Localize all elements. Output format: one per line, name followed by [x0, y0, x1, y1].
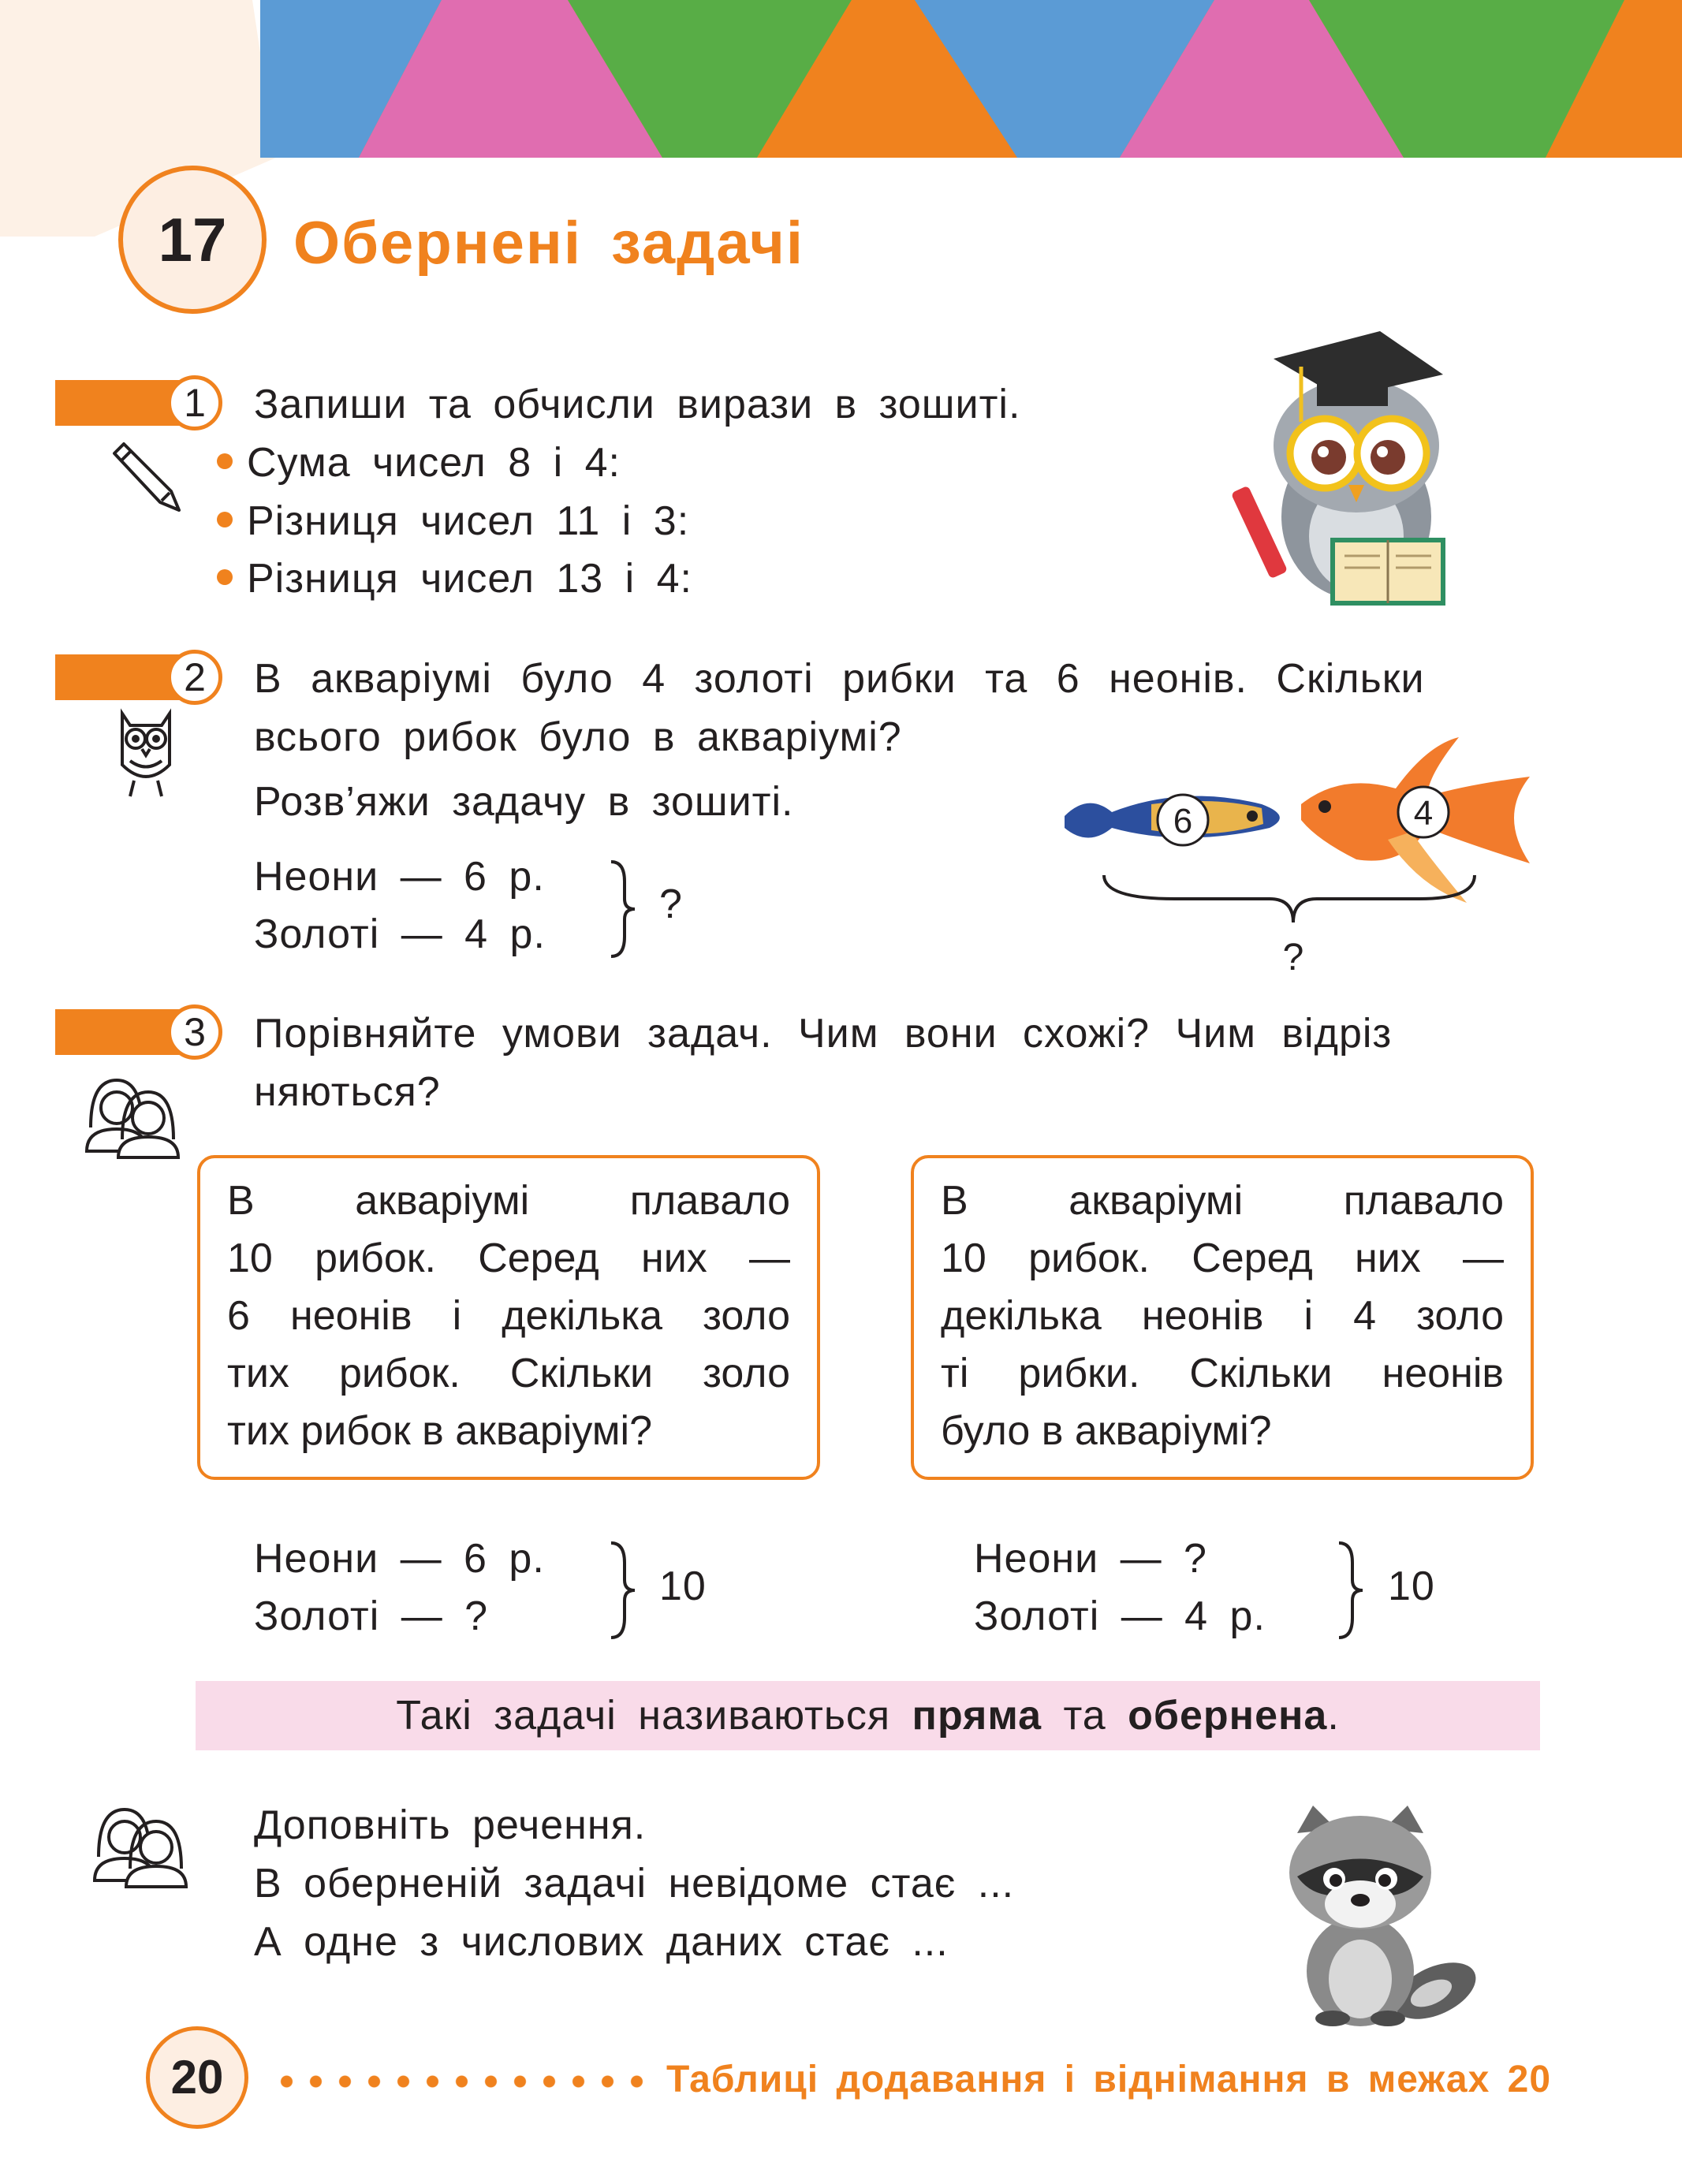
- page-number: 20: [170, 2051, 224, 2104]
- task3-short-right-result: 10: [1388, 1563, 1435, 1609]
- owl-icon: [110, 706, 181, 800]
- task3-short-left-row2: Золоті — ?: [254, 1593, 489, 1639]
- task3-short-right-row2: Золоті — 4 р.: [974, 1593, 1266, 1639]
- pair-work-icon: [79, 1072, 181, 1159]
- rule-banner: [196, 1681, 1540, 1750]
- box-left-line: тих рибок в акваріумі?: [227, 1408, 652, 1454]
- box-right-line: було в акваріумі?: [941, 1408, 1272, 1454]
- bullet: [217, 512, 233, 527]
- bullet: [217, 569, 233, 585]
- bullet: [217, 453, 233, 469]
- task3-line1: Порівняйте умови задач. Чим вони схожі? Чим відріз: [254, 1011, 1393, 1057]
- task2-number: 2: [167, 650, 222, 705]
- task2-short-result: ?: [659, 881, 683, 927]
- task3-short-left-result: 10: [659, 1563, 707, 1609]
- box-left-line: 10 рибок. Серед них —: [227, 1235, 790, 1281]
- task1-item-3: Різниця чисел 13 і 4:: [217, 550, 692, 608]
- brace-icon: [1335, 1539, 1367, 1642]
- fish-label-gold: 4: [1413, 794, 1434, 833]
- owl-mascot-icon: [1230, 327, 1467, 611]
- footer-section-title: Таблиці додавання і віднімання в межах 20: [666, 2059, 1552, 2100]
- box-right-line: ті рибки. Скільки неонів: [941, 1351, 1504, 1396]
- rule-middle: та: [1042, 1693, 1128, 1739]
- brace-icon: [607, 858, 639, 960]
- task1-instruction: Запиши та обчисли вирази в зошиті.: [254, 382, 1021, 427]
- rule-bold-direct: пряма: [912, 1693, 1042, 1739]
- footer-dots: [272, 2075, 651, 2088]
- rule-bold-inverse: обернена: [1128, 1693, 1328, 1739]
- task3-number: 3: [167, 1004, 222, 1060]
- task2-line3: Розв’яжи задачу в зошиті.: [254, 779, 794, 825]
- box-left-line: тих рибок. Скільки золо: [227, 1351, 790, 1396]
- task3-line2: няються?: [254, 1069, 441, 1115]
- task3-box-right: [911, 1155, 1534, 1480]
- raccoon-icon: [1277, 1802, 1490, 2026]
- fish-icon: [1057, 729, 1546, 982]
- pair-work-icon: [87, 1802, 189, 1888]
- task4-line2: В оберненій задачі невідоме стає ...: [254, 1861, 1015, 1906]
- page-number-badge: [146, 2026, 248, 2129]
- task3-box-left: [197, 1155, 820, 1480]
- task3-short-right-row1: Неони — ?: [974, 1536, 1207, 1582]
- task4-line3: А одне з числових даних стає ...: [254, 1919, 949, 1965]
- rule-prefix: Такі задачі називаються: [396, 1693, 912, 1739]
- lesson-number: 17: [158, 205, 227, 274]
- rule-suffix: .: [1327, 1693, 1340, 1739]
- fish-label-neon: 6: [1173, 802, 1193, 840]
- task1-item-2: Різниця чисел 11 і 3:: [217, 492, 689, 550]
- box-left-line: 6 неонів і декілька золо: [227, 1293, 790, 1339]
- task4-line1: Доповніть речення.: [254, 1802, 647, 1848]
- task1-number: 1: [167, 375, 222, 430]
- task2-short-row1: Неони — 6 р.: [254, 854, 545, 900]
- box-right-line: В акваріумі плавало: [941, 1178, 1504, 1224]
- task2-line1: В акваріумі було 4 золоті рибки та 6 неонів. Скільки: [254, 656, 1425, 702]
- task2-line2: всього рибок було в акваріумі?: [254, 714, 902, 760]
- lesson-number-badge: [118, 166, 267, 314]
- brace-icon: [607, 1539, 639, 1642]
- task1-item-1: Сума чисел 8 і 4:: [217, 434, 621, 492]
- box-right-line: декілька неонів і 4 золо: [941, 1293, 1504, 1339]
- lesson-title: Обернені задачі: [293, 210, 804, 277]
- task3-short-left-row1: Неони — 6 р.: [254, 1536, 545, 1582]
- box-right-line: 10 рибок. Серед них —: [941, 1235, 1504, 1281]
- box-left-line: В акваріумі плавало: [227, 1178, 790, 1224]
- pencil-icon: [106, 438, 185, 516]
- fish-label-total: ?: [1282, 937, 1304, 978]
- task2-short-row2: Золоті — 4 р.: [254, 911, 546, 957]
